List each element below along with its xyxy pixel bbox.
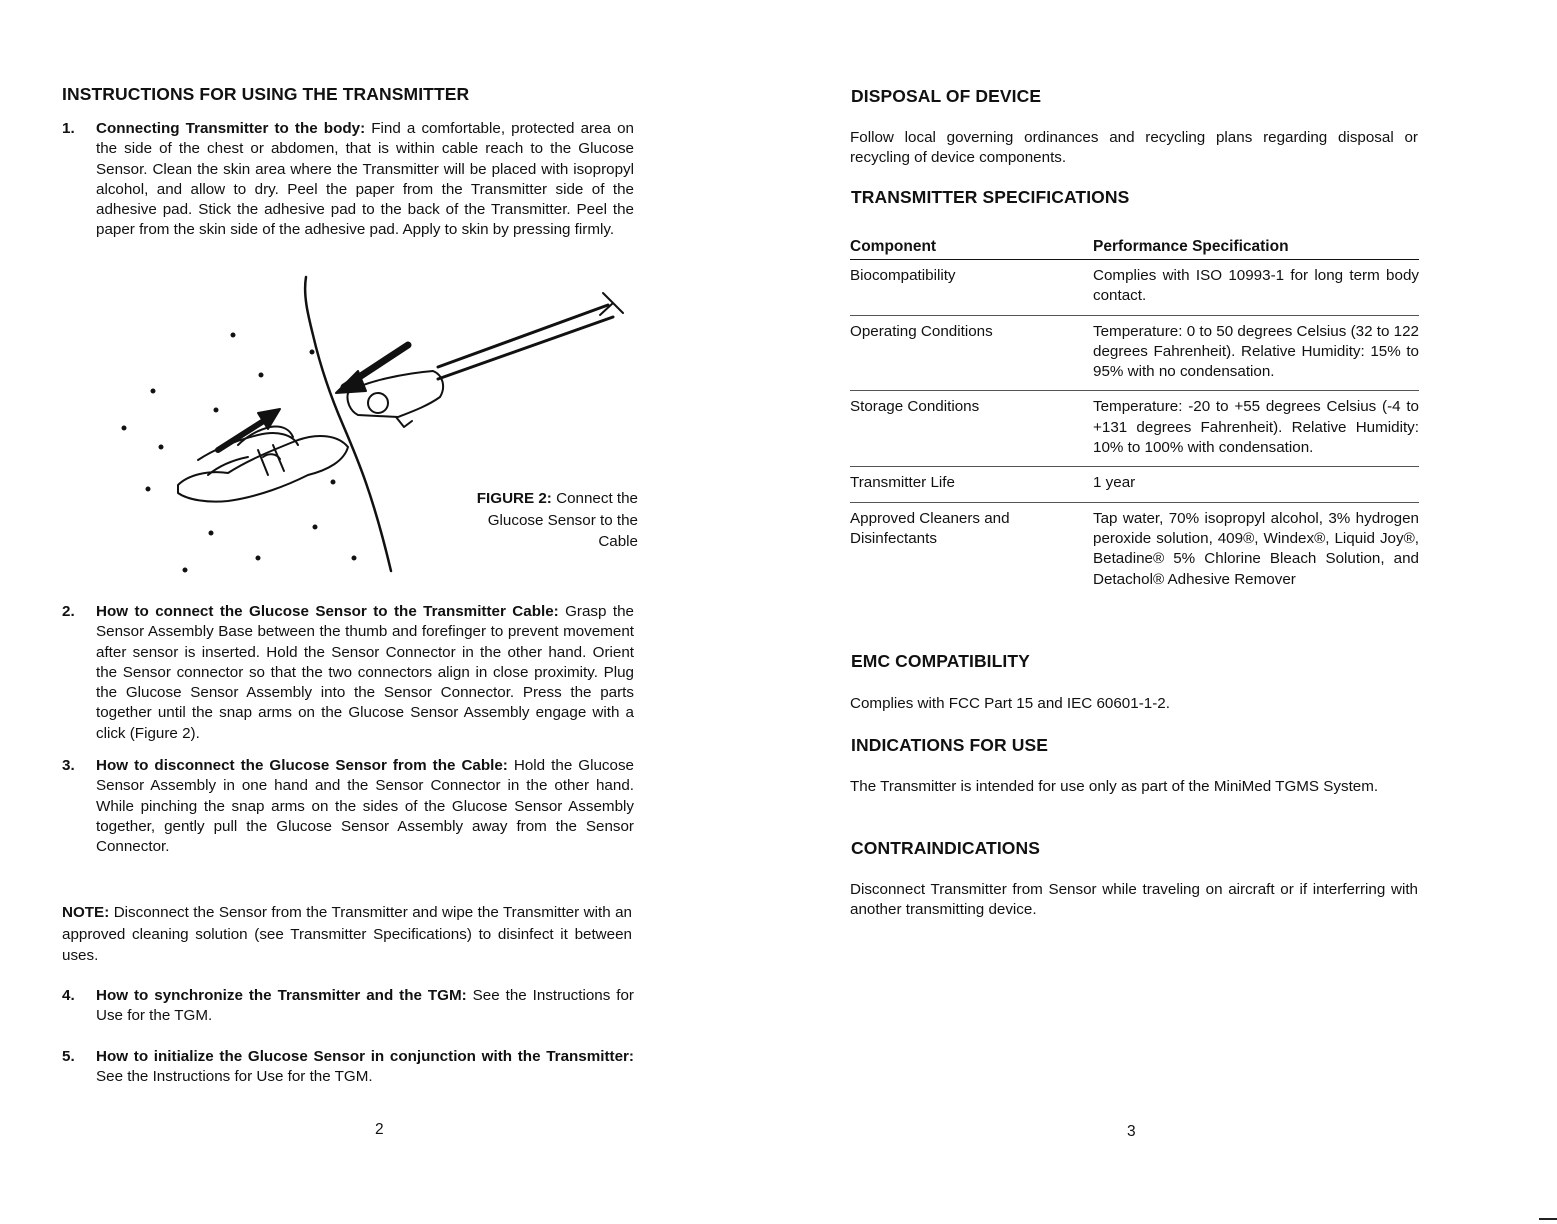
indications-text: The Transmitter is intended for use only as part of the MiniMed TGMS System. xyxy=(850,778,1379,795)
spec-cell: Temperature: -20 to +55 degrees Celsius (-4 to +131 degrees Fahrenheit). Relative Humidity: 10% to 100% with condensation. xyxy=(1093,391,1419,467)
item-lead: How to connect the Glucose Sensor to the Transmitter Cable: xyxy=(96,603,559,620)
specs-table xyxy=(850,238,1419,598)
instructions-heading: INSTRUCTIONS FOR USING THE TRANSMITTER xyxy=(62,84,470,104)
note-paragraph xyxy=(62,902,632,967)
table-row xyxy=(850,391,1419,467)
specs-header-row xyxy=(850,238,1419,260)
item-text: See the Instructions for Use for the TGM. xyxy=(96,1067,373,1085)
note-label: NOTE: xyxy=(62,904,110,921)
contraindications-heading: CONTRAINDICATIONS xyxy=(851,838,1041,858)
item-lead: How to initialize the Glucose Sensor in conjunction with the Transmitter: xyxy=(96,1047,634,1065)
column-header-spec: Performance Specification xyxy=(1093,238,1419,260)
table-row xyxy=(850,467,1419,502)
table-row xyxy=(850,260,1419,316)
spec-cell: Complies with ISO 10993-1 for long term body contact. xyxy=(1093,260,1419,316)
component-cell: Biocompatibility xyxy=(850,260,1093,316)
instruction-list-middle xyxy=(62,602,634,858)
item-lead: Connecting Transmitter to the body: xyxy=(96,120,366,137)
table-row xyxy=(850,502,1419,598)
item-text: Hold the Glucose Sensor Assembly in one hand and the Sensor Connector in the other hand. While pinching the snap arms on the sides of the Glucose Sensor Assembly together, gently pull the Glucose Sensor Assembly away from the Sensor Connector. xyxy=(96,757,634,856)
figure-2 xyxy=(108,275,638,580)
item-text: Find a comfortable, protected area on the side of the chest or abdomen, that is within cable reach to the Glucose Sensor. Clean the skin area where the Transmitter will be placed with isopropyl alcohol, and allow to dry. Peel the paper from the Transmitter side of the adhesive pad. Stick the adhesive pad to the back of the Transmitter. Peel the paper from the skin side of the adhesive pad. Apply to skin by pressing firmly. xyxy=(96,120,634,239)
figure-label: FIGURE 2: xyxy=(476,490,552,507)
instruction-item-2 xyxy=(62,602,634,744)
component-cell: Operating Conditions xyxy=(850,315,1093,391)
item-text: Grasp the Sensor Assembly Base between the thumb and forefinger to prevent movement after sensor is inserted. Hold the Sensor Connector in the other hand. Orient the Sensor connector so that the two connectors align in close proximity. Plug the Glucose Sensor Assembly into the Sensor Connector. Press the parts together until the snap arms on the Glucose Sensor Assembly engage with a click (Figure 2). xyxy=(96,603,634,742)
instruction-list-bottom xyxy=(62,986,634,1087)
caption-line-1: Connect the xyxy=(551,490,638,507)
spec-cell: 1 year xyxy=(1093,467,1419,502)
page-number-right: 3 xyxy=(1127,1123,1136,1140)
note-text: Disconnect the Sensor from the Transmitter and wipe the Transmitter with an approved cleaning solution (see Transmitter Specifications) to disinfect it between uses. xyxy=(62,904,632,964)
spec-cell: Tap water, 70% isopropyl alcohol, 3% hydrogen peroxide solution, 409®, Windex®, Liquid Joy®, Betadine® 5% Chlorine Bleach Solution, and Detachol® Adhesive Remover xyxy=(1093,509,1419,588)
item-number: 3. xyxy=(62,757,75,775)
disposal-text: Follow local governing ordinances and recycling plans regarding disposal or recycling of device components. xyxy=(850,129,1418,167)
instruction-item-5 xyxy=(62,1047,634,1088)
item-number: 5. xyxy=(62,1047,75,1065)
column-header-component: Component xyxy=(850,238,1093,260)
instruction-item-3 xyxy=(62,756,634,857)
item-number: 1. xyxy=(62,120,75,137)
emc-heading: EMC COMPATIBILITY xyxy=(851,651,1030,671)
page-number-left: 2 xyxy=(375,1121,384,1138)
disposal-heading: DISPOSAL OF DEVICE xyxy=(851,86,1042,106)
instruction-item-4 xyxy=(62,986,634,1027)
scan-edge-mark xyxy=(1539,1218,1557,1220)
component-cell: Transmitter Life xyxy=(850,467,1093,502)
indications-heading: INDICATIONS FOR USE xyxy=(851,735,1048,755)
item-number: 4. xyxy=(62,987,75,1004)
caption-line-2: Glucose Sensor to the xyxy=(487,511,638,529)
component-cell: Storage Conditions xyxy=(850,391,1093,467)
item-number: 2. xyxy=(62,603,75,620)
caption-line-3: Cable xyxy=(598,533,638,550)
table-row xyxy=(850,315,1419,391)
figure-caption xyxy=(418,488,638,553)
specs-heading: TRANSMITTER SPECIFICATIONS xyxy=(851,187,1130,207)
emc-text: Complies with FCC Part 15 and IEC 60601-1-2. xyxy=(850,695,1170,712)
instruction-list-top xyxy=(62,119,634,241)
item-lead: How to synchronize the Transmitter and the TGM: xyxy=(96,987,467,1004)
instruction-item-1 xyxy=(62,119,634,241)
spec-cell: Temperature: 0 to 50 degrees Celsius (32 to 122 degrees Fahrenheit). Relative Humidity: 15% to 95% with no condensation. xyxy=(1093,315,1419,391)
item-text: See the Instructions for Use for the TGM. xyxy=(96,987,634,1025)
item-lead: How to disconnect the Glucose Sensor from the Cable: xyxy=(96,757,508,775)
contraindications-text: Disconnect Transmitter from Sensor while traveling on aircraft or if interferring with another transmitting device. xyxy=(850,881,1418,919)
component-cell: Approved Cleaners and Disinfectants xyxy=(850,509,1010,547)
